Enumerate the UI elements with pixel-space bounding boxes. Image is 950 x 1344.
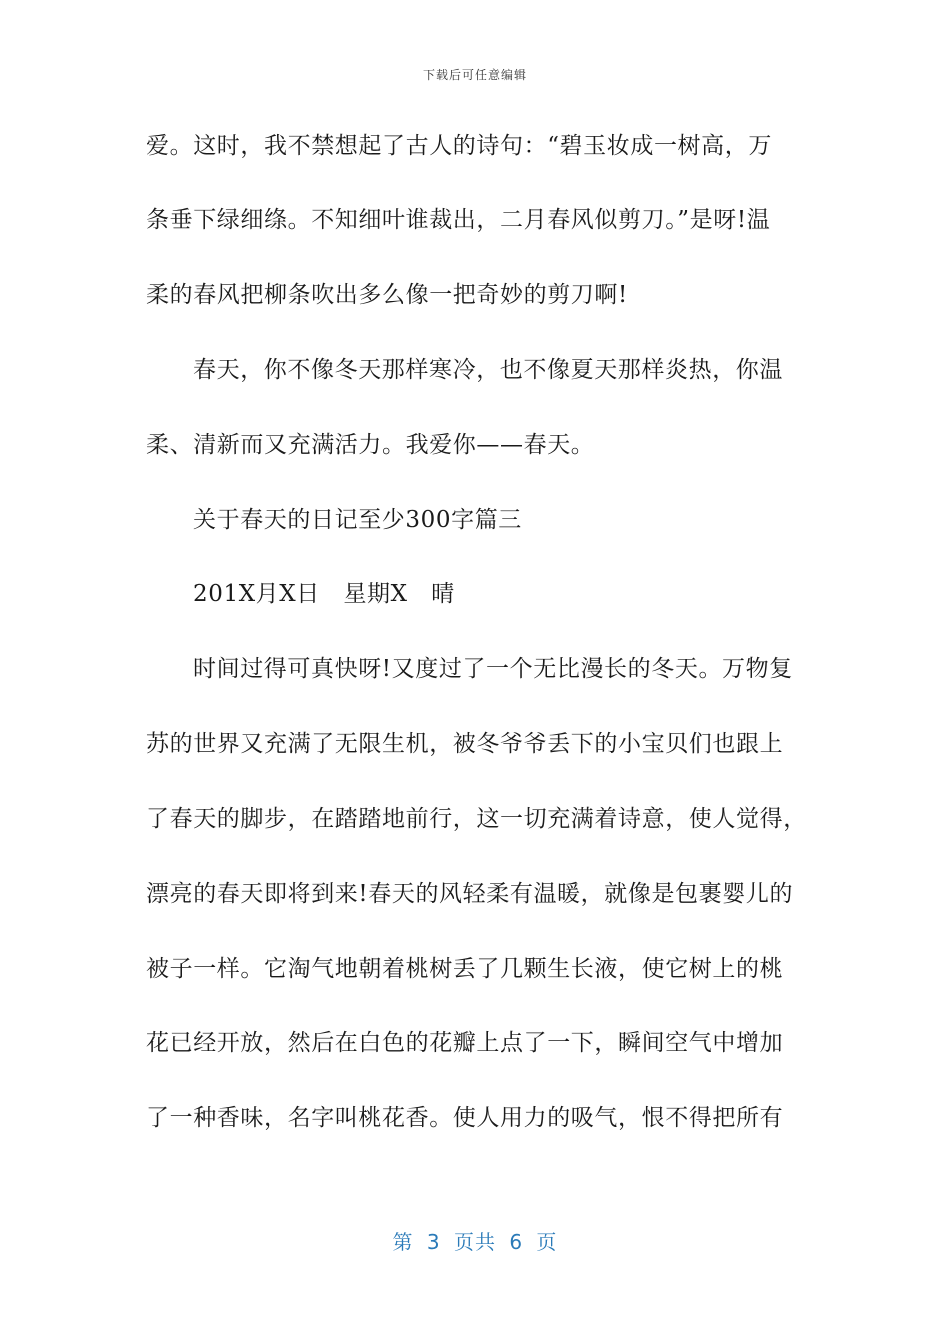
text-line: 花已经开放，然后在白色的花瓣上点了一下，瞬间空气中增加 bbox=[146, 1030, 784, 1056]
text-line: 漂亮的春天即将到来!春天的风轻柔有温暖，就像是包裹婴儿的 bbox=[146, 881, 794, 907]
section-title: 关于春天的日记至少300字篇三 bbox=[193, 507, 522, 533]
page-number-footer: 第 3 页共 6 页 bbox=[392, 1230, 558, 1254]
text-line: 柔的春风把柳条吹出多么像一把奇妙的剪刀啊! bbox=[146, 282, 628, 308]
text-line: 爱。这时，我不禁想起了古人的诗句：“碧玉妆成一树高，万 bbox=[146, 133, 772, 159]
text-line: 苏的世界又充满了无限生机，被冬爷爷丢下的小宝贝们也跟上 bbox=[146, 731, 784, 757]
page-header: 下载后可任意编辑 bbox=[422, 68, 527, 82]
diary-date-line: 201X月X日 星期X 晴 bbox=[193, 581, 455, 607]
text-line: 了一种香味，名字叫桃花香。使人用力的吸气，恨不得把所有 bbox=[146, 1105, 784, 1131]
text-line: 春天，你不像冬天那样寒冷，也不像夏天那样炎热，你温 bbox=[193, 357, 783, 383]
text-line: 时间过得可真快呀!又度过了一个无比漫长的冬天。万物复 bbox=[193, 656, 793, 682]
text-line: 柔、清新而又充满活力。我爱你——春天。 bbox=[146, 432, 595, 458]
text-line: 了春天的脚步，在踏踏地前行，这一切充满着诗意，使人觉得， bbox=[146, 806, 807, 832]
text-line: 被子一样。它淘气地朝着桃树丢了几颗生长液，使它树上的桃 bbox=[146, 956, 784, 982]
text-line: 条垂下绿细绦。不知细叶谁裁出，二月春风似剪刀。”是呀!温 bbox=[146, 207, 771, 233]
